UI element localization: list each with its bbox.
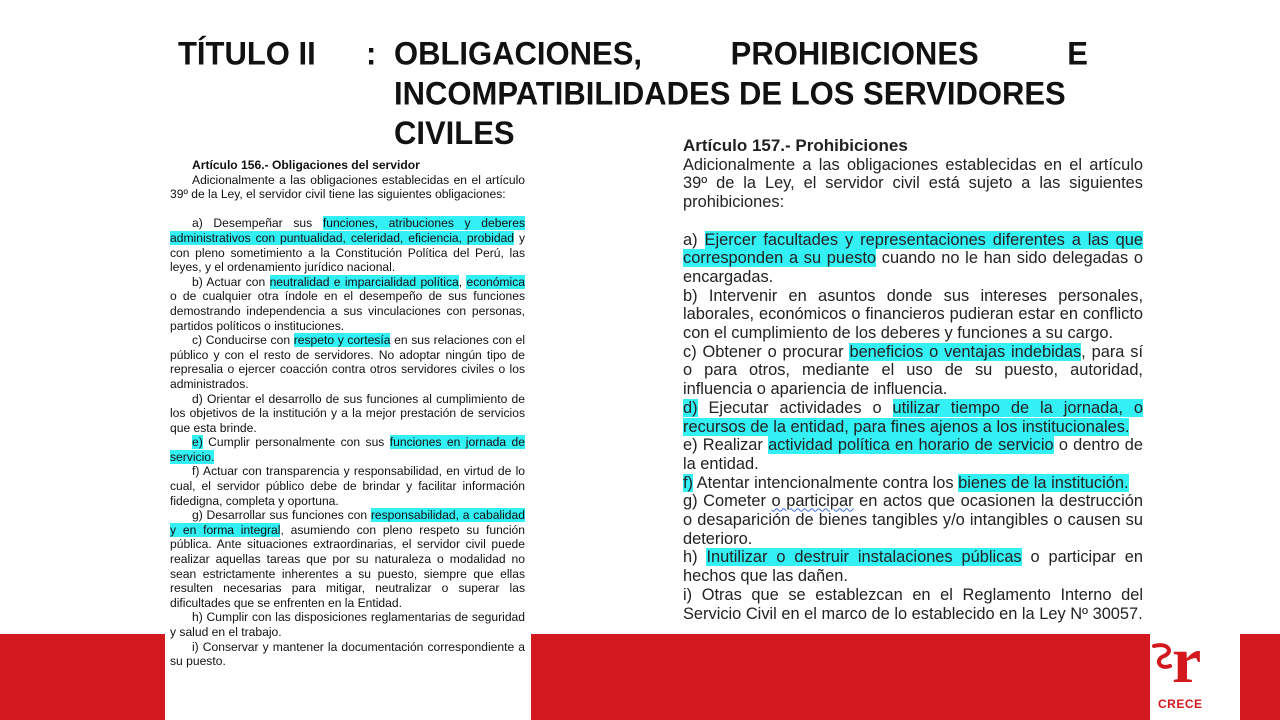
- obligation-item: c) Conducirse con respeto y cortesía en sus relaciones con el público y con el resto de servidores. No adoptar ningún tipo de represalia o ejercer coacción contra otros servidores civiles o los administrados.: [170, 333, 526, 391]
- prohibition-item: e) Realizar actividad política en horario de servicio o dentro de la entidad.: [683, 436, 1144, 473]
- obligation-item: f) Actuar con transparencia y responsabilidad, en virtud de lo cual, el servidor público debe de brindar y facilitar información fidedigna, completa y oportuna.: [170, 464, 525, 508]
- obligation-item: a) Desempeñar sus funciones, atribuciones y deberes administrativos con puntualidad, celeridad, eficiencia, probidad y con pleno sometimiento a la Constitución Política del Perú, las leyes, y el ordenamiento jurídico nacional.: [170, 216, 525, 275]
- article-157-panel: [683, 137, 1143, 623]
- obligation-item: d) Orientar el desarrollo de sus funciones al cumplimiento de los objetivos de la institución y a la mejor prestación de servicios que esta brinde.: [170, 391, 525, 435]
- prohibition-item: g) Cometer o participar en actos que ocasionen la destrucción o desaparición de bienes tangibles y/o intangibles o causen su deterioro.: [683, 492, 1143, 548]
- title-word: PROHIBICIONES: [730, 35, 979, 72]
- logo-text: CRECE: [1158, 697, 1203, 711]
- prohibition-item: a) Ejercer facultades y representaciones diferentes a las que corresponden a su puesto cuando no le han sido delegadas o encargadas.: [683, 230, 1143, 286]
- title-line-3: CIVILES: [394, 114, 515, 152]
- footer-white-strip: [1213, 634, 1240, 720]
- logo-letter: r: [1172, 624, 1202, 697]
- article-156-intro: Adicionalmente a las obligaciones establecidas en el artículo 39º de la Ley, el servidor civil tiene las siguientes obligaciones:: [170, 172, 525, 202]
- title-word: E: [1067, 35, 1088, 72]
- obligation-item: h) Cumplir con las disposiciones reglamentarias de seguridad y salud en el trabajo.: [170, 610, 525, 639]
- article-156-heading: Artículo 156.- Obligaciones del servidor: [192, 158, 420, 172]
- title-label: TÍTULO II: [178, 35, 316, 72]
- article-157-heading: Artículo 157.- Prohibiciones: [683, 136, 908, 155]
- prohibition-item: f) Atentar intencionalmente contra los bienes de la institución.: [683, 473, 1129, 492]
- prohibition-item: b) Intervenir en asuntos donde sus intereses personales, laborales, económicos o financieros pudieran estar en conflicto con el cumplimiento de los deberes y funciones a su cargo.: [683, 286, 1143, 343]
- title-word: OBLIGACIONES,: [394, 35, 643, 72]
- prohibition-item: i) Otras que se establezcan en el Reglamento Interno del Servicio Civil en el marco de lo establecido en la Ley Nº 30057.: [683, 585, 1143, 623]
- prohibition-item: d) Ejecutar actividades o utilizar tiempo de la jornada, o recursos de la entidad, para fines ajenos a los institucionales.: [683, 398, 1143, 436]
- article-157-intro: Adicionalmente a las obligaciones establecidas en el artículo 39º de la Ley, el servidor civil está sujeto a las siguientes prohibiciones:: [683, 155, 1143, 212]
- title-colon: :: [366, 35, 377, 72]
- article-156-panel: [165, 152, 531, 720]
- obligation-item: b) Actuar con neutralidad e imparcialidad política, económica o de cualquier otra índole en el desempeño de sus funciones demostrando independencia a sus vinculaciones con personas, partidos políticos o instituciones.: [170, 274, 525, 333]
- title-line-1: [394, 34, 1088, 74]
- prohibition-item: c) Obtener o procurar beneficios o ventajas indebidas, para sí o para otros, mediante el uso de su puesto, autoridad, influencia o apariencia de influencia.: [683, 342, 1143, 399]
- title-line-2: INCOMPATIBILIDADES DE LOS SERVIDORES: [394, 74, 1066, 112]
- obligation-item: e) Cumplir personalmente con sus funciones en jornada de servicio.: [170, 435, 525, 464]
- obligation-item: g) Desarrollar sus funciones con responsabilidad, a cabalidad y en forma integral, asumiendo con pleno respeto su función pública. Ante situaciones extraordinarias, el servidor civil puede realizar aquellas tareas que por su naturaleza o modalidad no sean estrictamente inherentes a su puesto, siempre que ellas resulten necesarias para mitigar, neutralizar o superar las dificultades que se enfrenten en la Entidad.: [170, 508, 525, 610]
- prohibition-item: h) Inutilizar o destruir instalaciones públicas o participar en hechos que las dañen.: [683, 548, 1143, 586]
- obligation-item: i) Conservar y mantener la documentación correspondiente a su puesto.: [170, 639, 525, 669]
